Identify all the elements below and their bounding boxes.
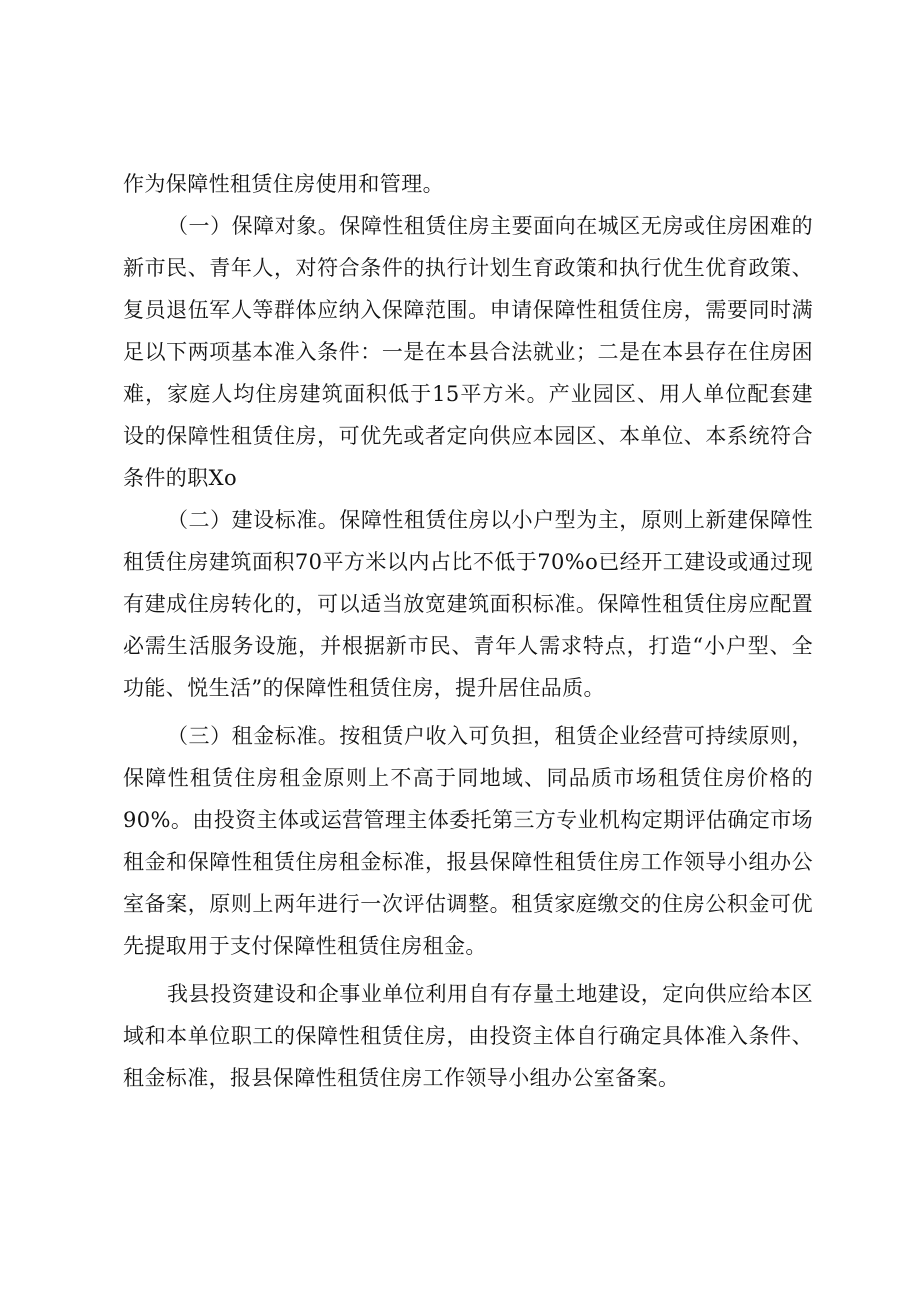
paragraph-self-built-housing: 我县投资建设和企事业单位利用自有存量土地建设，定向供应给本区域和本单位职工的保障性租赁住房，由投资主体自行确定具体准入条件、租金标准，报县保障性租赁住房工作领导小组办公室备案。 <box>123 982 813 1090</box>
paragraph-continuation: 作为保障性租赁住房使用和管理。 <box>123 172 444 196</box>
paragraph-construction-standard: （二）建设标准。保障性租赁住房以小户型为主，原则上新建保障性租赁住房建筑面积70平方米以内占比不低于70%o已经开工建设或通过现有建成住房转化的，可以适当放宽建筑面积标准。保障性租赁住房应配置必需生活服务设施，并根据新市民、青年人需求特点，打造“小户型、全功能、悦生活”的保障性租赁住房，提升居住品质。 <box>123 508 813 700</box>
paragraph-rent-standard: （三）租金标准。按租赁户收入可负担，租赁企业经营可持续原则，保障性租赁住房租金原则上不高于同地域、同品质市场租赁住房价格的90%。由投资主体或运营管理主体委托第三方专业机构定期评估确定市场租金和保障性租赁住房租金标准，报县保障性租赁住房工作领导小组办公室备案，原则上两年进行一次评估调整。租赁家庭缴交的住房公积金可优先提取用于支付保障性租赁住房租金。 <box>123 724 813 958</box>
paragraph-eligibility: （一）保障对象。保障性租赁住房主要面向在城区无房或住房困难的新市民、青年人，对符合条件的执行计划生育政策和执行优生优育政策、复员退伍军人等群体应纳入保障范围。申请保障性租赁住房，需要同时满足以下两项基本准入条件：一是在本县合法就业；二是在本县存在住房困难，家庭人均住房建筑面积低于15平方米。产业园区、用人单位配套建设的保障性租赁住房，可优先或者定向供应本园区、本单位、本系统符合条件的职Xo <box>123 214 813 490</box>
document-body <box>123 163 813 1099</box>
